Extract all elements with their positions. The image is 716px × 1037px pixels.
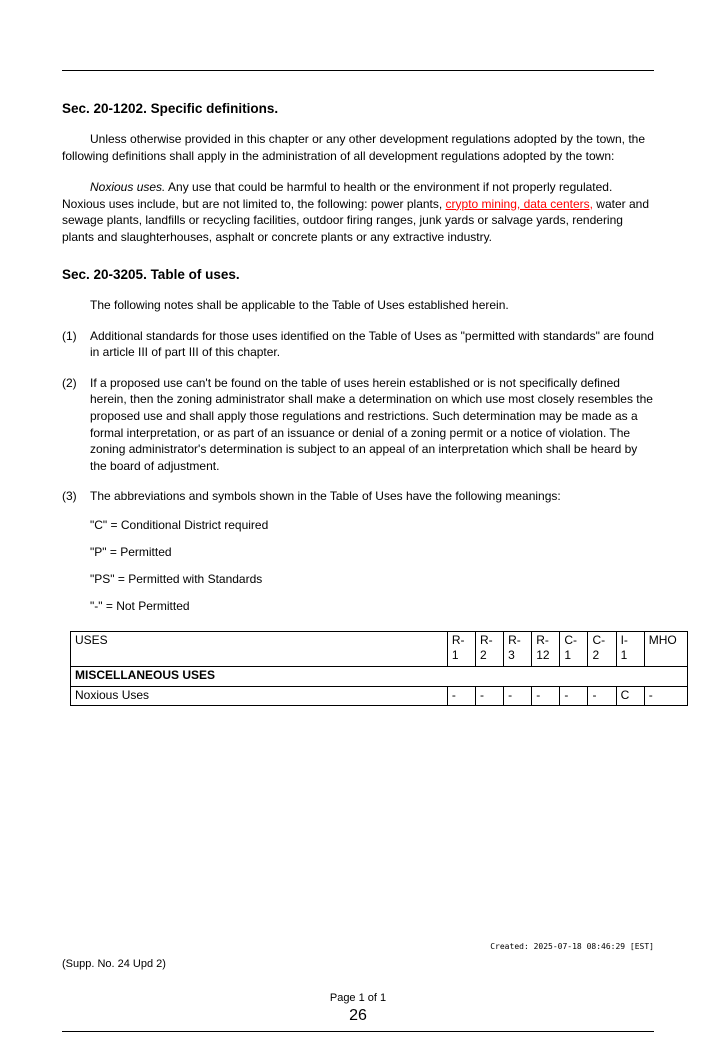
header-line2: 1 [564, 648, 572, 663]
note-item-2 [62, 375, 654, 474]
header-line2: 3 [508, 648, 515, 663]
header-line1: C- [592, 632, 606, 647]
header-line2: 2 [592, 648, 600, 663]
header-line1: USES [75, 632, 108, 647]
table-header-r3 [504, 631, 532, 666]
page-footer [62, 942, 654, 1037]
header-line1: R- [479, 632, 493, 647]
table-section-label: MISCELLANEOUS USES [71, 666, 688, 686]
value-cell-c2: - [588, 686, 616, 706]
table-header-c1 [560, 631, 588, 666]
note-item-3 [62, 488, 654, 505]
value-cell-r12: - [532, 686, 560, 706]
noxious-uses-text-before: Any use that could be harmful to health or the environment if not properly regulated. Noxious uses include, but are not limited to, the following: power plants, [62, 180, 613, 211]
page-number: 26 [349, 1007, 367, 1024]
note-text: Additional standards for those uses identified on the Table of Uses as "permitted with standards" are found in article III of part III of this chapter. [90, 328, 654, 360]
header-line1: C- [564, 632, 577, 647]
amendment-red-text: crypto mining, data centers, [445, 196, 593, 211]
value-cell-r2: - [475, 686, 503, 706]
created-timestamp: Created: 2025-07-18 08:46:29 [EST] [490, 942, 654, 951]
table-header-mho [644, 631, 687, 666]
header-line1: R- [508, 632, 521, 647]
supplement-note: (Supp. No. 24 Upd 2) [62, 958, 166, 970]
header-line1: I- [620, 632, 628, 647]
header-line2: 2 [479, 648, 487, 663]
header-line1: MHO [648, 632, 677, 647]
noxious-uses-text-after: water and sewage plants, landfills or recycling facilities, outdoor firing ranges, junk yards or salvage yards, rendering plants and slaughterhouses, asphalt or concrete plants or any extractive industry. [62, 196, 649, 244]
value-cell-i1: C [616, 686, 644, 706]
noxious-uses-term: Noxious uses. [90, 180, 166, 195]
table-header-c2 [588, 631, 616, 666]
header-line2: 1 [620, 648, 628, 663]
header-line2: 12 [536, 648, 550, 663]
table-of-uses-intro: The following notes shall be applicable to the Table of Uses established herein. [90, 298, 509, 313]
noxious-uses-paragraph [62, 179, 654, 245]
note-text: If a proposed use can't be found on the table of uses herein established or is not specifically defined herein, then the zoning administrator shall make a determination on which use most closely resembles the proposed use and shall apply those regulations and restrictions. Such determination may be made as a formal interpretation, or as part of an issuance or denial of a zoning permit or a notice of violation. The zoning administrator's determination is subject to an appeal of an interpretation which shall be heard by the board of adjustment. [90, 375, 653, 473]
table-header-r12 [532, 631, 560, 666]
top-divider [62, 70, 654, 71]
section-1202-heading: Sec. 20-1202. Specific definitions. [62, 101, 279, 116]
table-header-r2 [475, 631, 503, 666]
table-row-noxious-uses [71, 686, 688, 706]
note-number: (2) [62, 375, 77, 390]
table-of-uses [70, 631, 688, 706]
abbreviation-ps: "PS" = Permitted with Standards [90, 571, 263, 586]
table-header-uses [71, 631, 448, 666]
value-cell-mho: - [644, 686, 687, 706]
abbreviation-c: "C" = Conditional District required [90, 517, 269, 532]
value-cell-r3: - [504, 686, 532, 706]
note-number: (3) [62, 489, 77, 504]
definitions-intro-paragraph: Unless otherwise provided in this chapter or any other development regulations adopted by the town, the following definitions shall apply in the administration of all development regulations adopted by the town: [62, 132, 645, 163]
value-cell-c1: - [560, 686, 588, 706]
bottom-divider [62, 1031, 654, 1032]
header-line1: R- [536, 632, 549, 647]
abbreviation-dash: "-" = Not Permitted [90, 598, 190, 613]
note-item-1 [62, 328, 654, 361]
value-cell-r1: - [447, 686, 475, 706]
table-section-row [71, 666, 688, 686]
note-text: The abbreviations and symbols shown in the Table of Uses have the following meanings: [90, 489, 561, 504]
page-count-label: Page 1 of 1 [329, 992, 387, 1004]
table-header-row [71, 631, 688, 666]
header-line2: 1 [451, 648, 459, 663]
table-header-r1 [447, 631, 475, 666]
use-name-cell: Noxious Uses [71, 686, 448, 706]
abbreviation-p: "P" = Permitted [90, 544, 172, 559]
note-number: (1) [62, 328, 77, 343]
table-header-i1 [616, 631, 644, 666]
section-3205-heading: Sec. 20-3205. Table of uses. [62, 267, 240, 283]
header-line1: R- [451, 632, 465, 647]
